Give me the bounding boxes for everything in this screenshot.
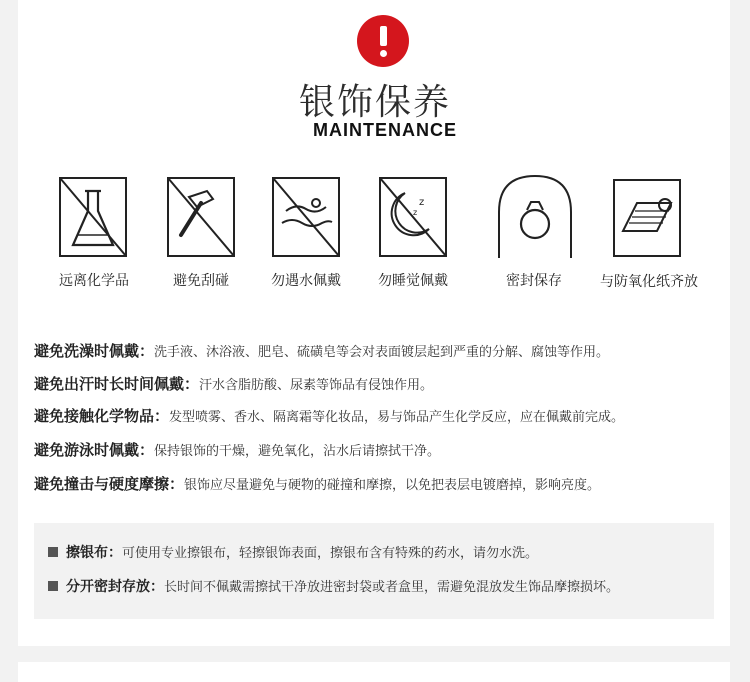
bullet-square-icon (48, 547, 58, 557)
icon-label: 勿睡觉佩戴 (378, 273, 448, 289)
next-card (18, 662, 730, 682)
rule-sweating: 避免出汗时长时间佩戴：汗水含脂肪酸、尿素等饰品有侵蚀作用。 (34, 375, 434, 393)
no-water-icon (272, 177, 340, 257)
icon-label: 远离化学品 (59, 273, 129, 289)
exclamation-icon (357, 15, 409, 67)
page-subtitle: MAINTENANCE (313, 120, 457, 140)
icon-label: 避免刮碰 (173, 273, 229, 289)
icon-label: 密封保存 (506, 273, 562, 289)
svg-text:z: z (419, 197, 425, 208)
page-title: 银饰保养 (298, 82, 451, 123)
rule-bathing: 避免洗澡时佩戴：洗手液、沐浴液、肥皂、硫磺皂等会对表面镀层起到严重的分解、腐蚀等作用。 (34, 342, 610, 360)
rule-impact: 避免撞击与硬度摩擦：银饰应尽量避免与硬物的碰撞和摩擦，以免把表层电镀磨掉，影响亮度。 (34, 475, 601, 493)
icon-label: 勿遇水佩戴 (271, 273, 341, 289)
rule-swimming: 避免游泳时佩戴：保持银饰的干燥，避免氧化，沾水后请擦拭干净。 (34, 441, 441, 459)
no-impact-icon (167, 177, 235, 257)
no-sleep-icon (379, 177, 447, 257)
tip-sealed-storage: 分开密封存放：长时间不佩戴需擦拭干净放进密封袋或者盒里，需避免混放发生饰品摩擦损坏。 (48, 576, 619, 596)
anti-oxidation-paper-icon (613, 179, 681, 257)
icon-label: 与防氧化纸齐放 (600, 274, 698, 290)
no-chemicals-icon (59, 177, 127, 257)
svg-text:z: z (413, 208, 418, 217)
tip-cleaning-cloth: 擦银布：可使用专业擦银布，轻擦银饰表面，擦银布含有特殊的药水，请勿水洗。 (48, 542, 538, 562)
bullet-square-icon (48, 581, 58, 591)
rule-chemicals: 避免接触化学物品：发型喷雾、香水、隔离霜等化妆品，易与饰品产生化学反应，应在佩戴前完成。 (34, 407, 625, 425)
sealed-storage-icon (495, 172, 575, 260)
tips-panel (34, 523, 714, 619)
